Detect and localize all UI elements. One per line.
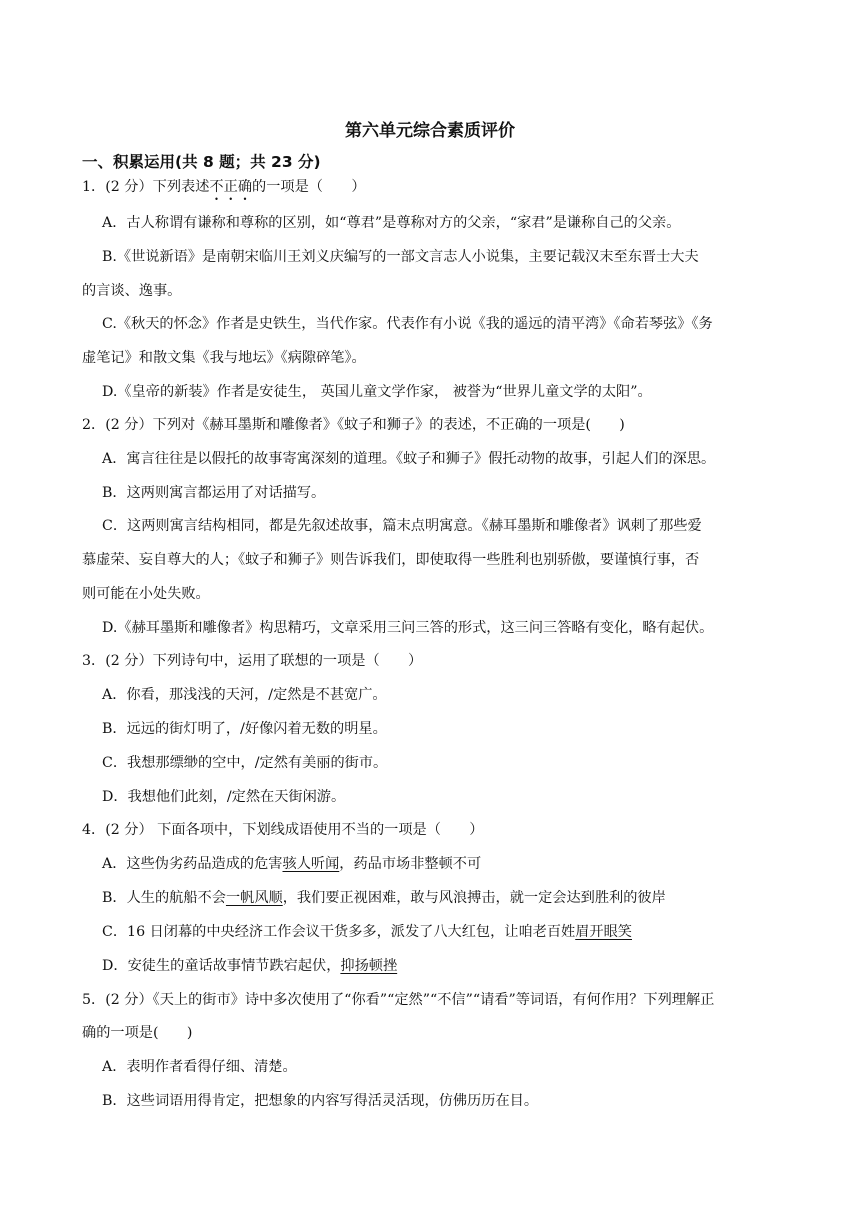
page-title: 第六单元综合素质评价: [345, 121, 515, 141]
section-heading: 一、积累运用(共 8 题；共 23 分): [82, 153, 321, 171]
question-1-option-a: A．古人称谓有谦称和尊称的区别，如“尊君”是尊称对方的父亲，“家君”是谦称自己的父亲。: [102, 215, 681, 231]
option-text: B．人生的航船不会: [102, 890, 226, 906]
question-3-option-c: C．我想那缥缈的空中，/定然有美丽的街市。: [102, 755, 388, 771]
question-1-option-b-cont: 的言谈、逸事。: [82, 283, 182, 299]
question-2-stem: 2．(2 分）下列对《赫耳墨斯和雕像者》《蚊子和狮子》的表述，不正确的一项是( ): [82, 417, 625, 433]
question-2-option-c-cont: 慕虚荣、妄自尊大的人；《蚊子和狮子》则告诉我们，即使取得一些胜利也别骄傲，要谨慎行事，否: [82, 552, 700, 568]
question-3-stem: 3．(2 分）下列诗句中，运用了联想的一项是（ ）: [82, 653, 423, 669]
option-text: C．16 日闭幕的中央经济工作会议干货多多，派发了八大红包，让咱老百姓: [102, 924, 576, 940]
underlined-idiom: 抑扬顿挫: [340, 958, 398, 974]
question-4-option-a: [102, 854, 481, 874]
question-1-option-b: B.《世说新语》是南朝宋临川王刘义庆编写的一部文言志人小说集，主要记载汉末至东晋士大夫: [102, 249, 699, 265]
stem-text: 1．(2 分）下列表述: [82, 179, 210, 195]
question-5-option-a: A．表明作者看得仔细、清楚。: [102, 1059, 297, 1075]
question-2-option-a: A．寓言往往是以假托的故事寄寓深刻的道理。《蚊子和狮子》假托动物的故事，引起人们的深思。: [102, 451, 716, 467]
question-5-stem: 5．(2 分）《天上的街市》诗中多次使用了“你看”“定然”“不信”“请看”等词语，有何作用？下列理解正: [82, 992, 715, 1008]
option-text: D．安徒生的童话故事情节跌宕起伏，: [102, 958, 341, 974]
question-5-option-b: B．这些词语用得肯定，把想象的内容写得活灵活现，仿佛历历在目。: [102, 1093, 539, 1109]
question-3-option-b: B．远远的街灯明了，/好像闪着无数的明星。: [102, 721, 387, 737]
question-1-option-c-cont: 虚笔记》和散文集《我与地坛》《病隙碎笔》。: [82, 350, 366, 366]
option-text: A．这些伪劣药品造成的危害: [102, 856, 283, 872]
question-2-option-c: C．这两则寓言结构相同，都是先叙述故事，篇末点明寓意。《赫耳墨斯和雕像者》讽刺了那些爱: [102, 518, 702, 534]
underlined-idiom: 骇人听闻: [282, 856, 340, 872]
question-5-stem-cont: 确的一项是( ): [82, 1025, 193, 1041]
question-4-option-b: [102, 888, 666, 908]
question-2-option-c-cont2: 则可能在小处失败。: [82, 586, 210, 602]
underlined-idiom: 一帆风顺: [225, 890, 283, 906]
question-1-stem: [82, 177, 366, 197]
question-1-option-c: C.《秋天的怀念》作者是史铁生，当代作家。代表作有小说《我的遥远的清平湾》《命若琴弦》《务: [102, 316, 713, 332]
question-1-option-d: D.《皇帝的新装》作者是安徒生， 英国儿童文学作家， 被誉为“世界儿童文学的太阳”。: [102, 384, 652, 400]
question-2-option-d: D.《赫耳墨斯和雕像者》构思精巧，文章采用三问三答的形式，这三问三答略有变化，略有起伏。: [102, 620, 714, 636]
option-text: ，我们要正视困难，敢与风浪搏击，就一定会达到胜利的彼岸: [282, 890, 666, 906]
emphasis-char: 正: [223, 179, 238, 195]
option-text: ，药品市场非整顿不可: [339, 856, 482, 872]
stem-text: 的一项是（ ）: [252, 179, 366, 195]
emphasis-char: 不: [209, 179, 224, 195]
question-4-option-d: [102, 956, 397, 976]
question-4-option-c: [102, 922, 632, 942]
question-2-option-b: B．这两则寓言都运用了对话描写。: [102, 485, 326, 501]
question-3-option-d: D．我想他们此刻，/定然在天街闲游。: [102, 789, 346, 805]
underlined-idiom: 眉开眼笑: [575, 924, 632, 940]
question-3-option-a: A．你看，那浅浅的天河，/定然是不甚宽广。: [102, 687, 387, 703]
emphasis-char: 确: [237, 179, 253, 195]
question-4-stem: 4．(2 分） 下面各项中，下划线成语使用不当的一项是（ ）: [82, 822, 484, 838]
